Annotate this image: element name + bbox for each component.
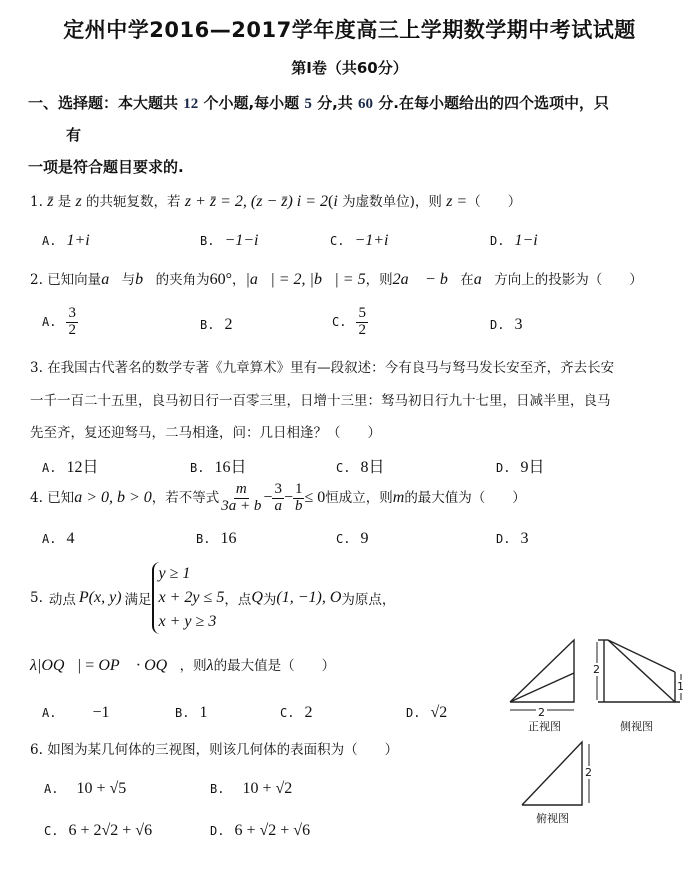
page-title: 定州中学2016—2017学年度高三上学期数学期中考试试题 — [63, 18, 636, 42]
question-6 — [30, 738, 398, 758]
math-expr: |OQ⃗| — [36, 657, 82, 674]
instructions-line-1 — [28, 92, 609, 113]
option-a[interactable] — [42, 306, 78, 339]
option-value: 16 — [220, 530, 237, 547]
option-label: A. — [44, 782, 59, 796]
option-value: 3 — [514, 316, 523, 333]
front-view-edge — [510, 673, 574, 702]
question-4 — [30, 482, 526, 515]
option-label: D. — [406, 706, 421, 720]
question-text: 已知 — [47, 489, 75, 506]
question-3-line-2: 一千一百二十五里，良马初日行一百零三里，日增十三里：驽马初日行九十七里，日减半里，良马 — [30, 393, 611, 409]
question-text: 恒成立，则 — [325, 489, 393, 506]
option-value: 3 — [520, 530, 529, 547]
question-text: 的夹角为 — [155, 272, 210, 288]
denominator: 3a + b — [221, 497, 262, 514]
option-label: C. — [280, 706, 295, 720]
option-a[interactable] — [42, 232, 90, 250]
option-c[interactable] — [336, 530, 368, 548]
option-label: D. — [490, 234, 505, 248]
question-text: 的最大值为（ ） — [404, 489, 526, 506]
question-1 — [30, 190, 521, 211]
question-text: 的共轭复数，若 — [81, 194, 185, 210]
numerator: 5 — [358, 305, 366, 321]
denominator: 2 — [358, 321, 366, 338]
question-text: 如图为某几何体的三视图，则该几何体的表面积为（ ） — [47, 742, 399, 758]
option-label: D. — [496, 461, 511, 475]
denominator: 2 — [68, 321, 76, 338]
question-number: 6. — [30, 742, 43, 758]
question-number: 4. — [30, 489, 43, 506]
math-expr: a⃗ — [473, 271, 495, 288]
points-total: 60 — [358, 96, 374, 112]
option-value: 2 — [224, 316, 233, 333]
option-value: √2 — [430, 704, 448, 721]
option-label: D. — [496, 532, 511, 546]
front-view-dimension: 2 — [538, 706, 545, 719]
top-view — [522, 742, 589, 805]
math-expr: ≤ 0 — [304, 488, 326, 506]
math-expr: |a⃗| = 2, |b⃗| = 5 — [245, 271, 366, 288]
question-5-line-2 — [30, 654, 335, 675]
three-view-figure — [500, 630, 699, 850]
option-b[interactable] — [200, 232, 259, 250]
option-label: B. — [210, 782, 225, 796]
math-expr: z + z̄ = 2, (z − z̄) i = 2 — [184, 193, 329, 210]
option-a[interactable] — [42, 704, 109, 722]
option-d[interactable] — [490, 232, 538, 250]
math-expr: 2a⃗ − b⃗ — [392, 271, 461, 288]
fraction — [219, 482, 263, 515]
math-expr: λ — [206, 657, 214, 674]
option-value: 9 — [360, 530, 369, 547]
numerator: 3 — [274, 481, 282, 497]
question-text: ，则 — [179, 658, 207, 674]
side-view-upper-edge — [608, 640, 675, 672]
points-each: 5 — [304, 96, 312, 112]
top-view-dimension: 2 — [585, 766, 592, 779]
option-label: B. — [175, 706, 190, 720]
numerator: m — [235, 481, 247, 497]
option-label: C. — [332, 314, 347, 329]
option-value: −1+i — [354, 232, 389, 249]
instructions-line-2: 有 — [66, 126, 82, 144]
option-b[interactable] — [175, 704, 207, 722]
option-b[interactable] — [190, 454, 246, 477]
math-expr: λ — [30, 657, 37, 674]
question-2 — [30, 268, 643, 289]
instructions-text: 一、选择题：本大题共 — [28, 94, 184, 112]
question-text: 已知向量 — [47, 272, 102, 288]
question-number: 5. — [30, 590, 43, 606]
option-value: 6 + √2 + √6 — [234, 822, 311, 839]
option-value: 6 + 2√2 + √6 — [68, 822, 153, 839]
math-expr: ( — [328, 193, 334, 210]
option-value: 10 + √2 — [242, 780, 293, 797]
front-view-caption: 正视图 — [528, 720, 561, 733]
math-expr: z̄ — [47, 193, 54, 210]
option-value: −1−i — [224, 232, 259, 249]
option-label: C. — [336, 532, 351, 546]
option-a[interactable] — [42, 454, 98, 477]
fraction — [356, 306, 368, 339]
fraction — [272, 482, 284, 515]
option-label: A. — [42, 461, 57, 475]
front-view — [510, 640, 574, 710]
question-text: 与 — [121, 272, 136, 288]
question-3-line-3: 先至齐，复还迎驽马，二马相逢，问：几日相逢？（ ） — [30, 425, 381, 441]
option-label: B. — [190, 461, 205, 475]
option-c[interactable] — [336, 454, 384, 477]
question-text: 是 — [53, 194, 76, 210]
option-label: B. — [200, 318, 215, 332]
question-text: 在 — [460, 272, 474, 288]
denominator: a — [274, 497, 282, 514]
option-a[interactable] — [42, 530, 74, 548]
option-b[interactable] — [196, 530, 236, 548]
option-label: B. — [196, 532, 211, 546]
math-expr: − — [263, 488, 273, 506]
instructions-text: 分.在每小题给出的四个选项中，只 — [373, 94, 609, 112]
top-view-caption: 俯视图 — [536, 812, 569, 825]
option-d[interactable] — [490, 316, 522, 334]
option-value: 12日 — [66, 459, 99, 476]
math-expr: OP⃗ · OQ⃗ — [98, 657, 180, 674]
option-label: C. — [44, 824, 59, 838]
question-text: 满足 — [124, 592, 152, 608]
option-value: 2 — [304, 704, 313, 721]
option-d[interactable] — [210, 822, 310, 840]
option-d[interactable] — [496, 454, 544, 477]
math-expr: = — [81, 657, 99, 674]
question-number: 2. — [30, 272, 43, 288]
instructions-line-3: 一项是符合题目要求的. — [28, 158, 184, 176]
answer-blank: （ ） — [467, 194, 522, 210]
math-expr: − — [283, 488, 293, 506]
question-number: 1. — [30, 194, 43, 210]
option-value: 10 + √5 — [76, 780, 127, 797]
option-value: 1 — [199, 704, 208, 721]
side-view — [597, 640, 681, 702]
fraction — [293, 482, 305, 515]
math-expr: Q — [251, 589, 263, 606]
inequality-system — [152, 562, 225, 634]
question-text: ，若不等式 — [151, 489, 220, 506]
fraction — [66, 306, 78, 339]
option-c[interactable] — [44, 822, 152, 840]
option-label: A. — [42, 314, 57, 329]
option-value: 4 — [66, 530, 75, 547]
option-b[interactable] — [210, 780, 292, 798]
section-subtitle: 第Ⅰ卷（共60分） — [291, 59, 408, 77]
option-value: 8日 — [360, 459, 385, 476]
option-value: −1 — [92, 704, 110, 721]
inequality: x + 2y ≤ 5 — [158, 589, 225, 606]
math-expr: (1, −1), O — [276, 589, 342, 606]
math-expr: i — [333, 193, 338, 210]
math-expr: b⃗ — [135, 271, 156, 288]
top-view-outline — [522, 742, 582, 805]
math-expr: P(x, y) — [78, 589, 122, 606]
option-label: C. — [330, 234, 345, 248]
option-value: 1−i — [514, 232, 538, 249]
option-label: A. — [42, 532, 57, 546]
option-label: C. — [336, 461, 351, 475]
option-c[interactable] — [280, 704, 312, 722]
question-3 — [30, 356, 614, 376]
side-view-caption: 侧视图 — [620, 720, 653, 733]
math-expr: a⃗ — [101, 271, 122, 288]
option-label: A. — [42, 706, 57, 720]
question-text: 动点 — [48, 592, 76, 608]
side-view-diagonal — [608, 640, 675, 702]
question-text: 的最大值是（ ） — [213, 658, 336, 674]
side-view-dimension-right: 1 — [677, 680, 684, 693]
question-text: ，点 — [224, 592, 252, 608]
inequality: y ≥ 1 — [158, 565, 191, 582]
question-text: ，则 — [365, 272, 393, 288]
option-value: 16日 — [214, 459, 247, 476]
option-value: 1+i — [66, 232, 90, 249]
math-expr: z = — [446, 193, 468, 210]
question-count: 12 — [183, 96, 199, 112]
inequality: x + y ≥ 3 — [158, 613, 217, 630]
instructions-text: 个小题,每小题 — [198, 94, 305, 112]
math-expr: z — [75, 193, 82, 210]
numerator: 3 — [68, 305, 76, 321]
question-text: 方向上的投影为（ ） — [494, 272, 643, 288]
front-view-outline — [510, 640, 574, 702]
option-d[interactable] — [496, 530, 528, 548]
question-5 — [30, 562, 395, 634]
question-text: ， — [232, 272, 246, 288]
option-label: B. — [200, 234, 215, 248]
math-expr: m — [392, 488, 405, 506]
option-c[interactable] — [330, 232, 389, 250]
option-label: D. — [490, 318, 505, 332]
numerator: 1 — [294, 481, 303, 497]
question-number: 3. — [30, 360, 43, 376]
instructions-text: 分,共 — [311, 94, 359, 112]
option-a[interactable] — [44, 780, 126, 798]
option-c[interactable] — [332, 306, 368, 339]
option-b[interactable] — [200, 316, 232, 334]
question-text: 为虚数单位)，则 — [337, 194, 447, 210]
option-label: D. — [210, 824, 225, 838]
option-d[interactable] — [406, 704, 447, 722]
side-view-dimension-left: 2 — [593, 663, 600, 676]
denominator: b — [294, 497, 303, 514]
math-expr: 60° — [209, 271, 232, 288]
question-text: 为原点， — [341, 592, 396, 608]
option-label: A. — [42, 234, 57, 248]
question-text: 为 — [262, 592, 277, 608]
question-text: 在我国古代著名的数学专著《九章算术》里有—段叙述：今有良马与驽马发长安至齐，齐去长安 — [47, 360, 615, 376]
option-value: 9日 — [520, 459, 545, 476]
math-expr: a > 0, b > 0 — [74, 488, 152, 506]
